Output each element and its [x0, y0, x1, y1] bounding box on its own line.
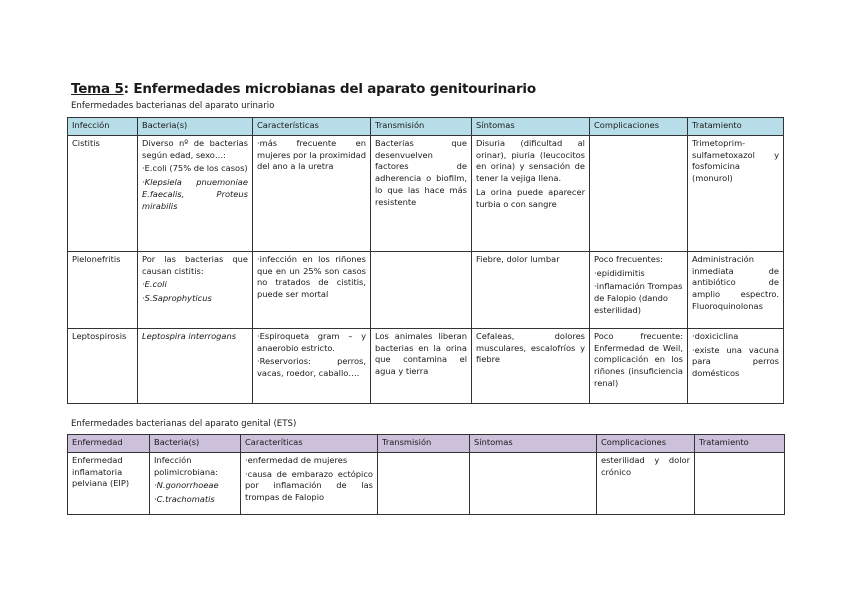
cell-transmission: Los animales liberan bacterias en la orina que contamina el agua y tierra [371, 328, 472, 403]
table-row [68, 135, 784, 251]
cell-bacteria: Por las bacterias que causan cistitis: ·E.coli ·S.Saprophyticus [138, 251, 253, 328]
cell-bacteria: Leptospira interrogans [138, 328, 253, 403]
cell-infection: Leptospirosis [68, 328, 138, 403]
col-header: Infección [68, 118, 138, 136]
col-header: Tratamiento [688, 118, 784, 136]
table-row [68, 251, 784, 328]
col-header: Características [253, 118, 371, 136]
cell-treatment: Administración inmediata de antibiótico de amplio espectro. Fluoroquinolonas [688, 251, 784, 328]
cell-characteristics: ·infección en los riñones que en un 25% son casos no tratados de cistitis, puede ser mortal [253, 251, 371, 328]
col-header: Bacteria(s) [150, 435, 241, 453]
cell-symptoms: Disuria (dificultad al orinar), piuria (leucocitos en orina) y sensación de tener la vejiga llena. La orina puede aparecer turbia o con sangre [472, 135, 590, 251]
cell-treatment [695, 452, 785, 514]
cell-bacteria: Infección polimicrobiana: ·N.gonorrhoeae ·C.trachomatis [150, 452, 241, 514]
cell-bacteria: Diverso nº de bacterias según edad, sexo…: ·E.coli (75% de los casos) ·Klepsiela pnuemoniae E.faecalis, Proteus mirabilis [138, 135, 253, 251]
cell-complications: Poco frecuente: Enfermedad de Weil, complicación en los riñones (insuficiencia renal) [590, 328, 688, 403]
cell-treatment: ·doxiciclina ·existe una vacuna para perros domésticos [688, 328, 784, 403]
cell-transmission: Bacterias que desenvuelven factores de adherencia o biofilm, lo que las hace más resistente [371, 135, 472, 251]
cell-symptoms: Fiebre, dolor lumbar [472, 251, 590, 328]
table-row [68, 452, 785, 514]
table-header-row [68, 435, 785, 453]
cell-disease: Enfermedad inflamatoria pelviana (EIP) [68, 452, 150, 514]
title-prefix: Tema 5 [71, 81, 124, 97]
section-genital-heading: Enfermedades bacterianas del aparato genital (ETS) [71, 419, 297, 429]
table-header-row [68, 118, 784, 136]
col-header: Transmisión [371, 118, 472, 136]
section-urinary-heading: Enfermedades bacterianas del aparato urinario [71, 101, 275, 111]
cell-infection: Cistitis [68, 135, 138, 251]
cell-symptoms: Cefaleas, dolores musculares, escalofríos y fiebre [472, 328, 590, 403]
col-header: Tratamiento [695, 435, 785, 453]
cell-transmission [371, 251, 472, 328]
col-header: Bacteria(s) [138, 118, 253, 136]
document-title [71, 81, 536, 97]
col-header: Complicaciones [597, 435, 695, 453]
col-header: Caracteríticas [241, 435, 378, 453]
col-header: Enfermedad [68, 435, 150, 453]
cell-complications: Poco frecuentes: ·epididimitis ·inflamación Trompas de Falopio (dando esterilidad) [590, 251, 688, 328]
cell-characteristics: ·más frecuente en mujeres por la proximidad del ano a la uretra [253, 135, 371, 251]
cell-transmission [378, 452, 470, 514]
cell-complications [590, 135, 688, 251]
genital-diseases-table [67, 434, 785, 515]
col-header: Síntomas [470, 435, 597, 453]
cell-characteristics: ·Espiroqueta gram – y anaerobio estricto. ·Reservorios: perros, vacas, roedor, caballo…. [253, 328, 371, 403]
cell-symptoms [470, 452, 597, 514]
col-header: Síntomas [472, 118, 590, 136]
table-row [68, 328, 784, 403]
cell-infection: Pielonefritis [68, 251, 138, 328]
title-rest: : Enfermedades microbianas del aparato genitourinario [123, 81, 536, 97]
cell-characteristics: ·enfermedad de mujeres ·causa de embarazo ectópico por inflamación de las trompas de Falopio [241, 452, 378, 514]
col-header: Complicaciones [590, 118, 688, 136]
cell-complications: esterilidad y dolor crónico [597, 452, 695, 514]
col-header: Transmisión [378, 435, 470, 453]
urinary-diseases-table [67, 117, 784, 404]
cell-treatment: Trimetoprim-sulfametoxazol y fosfomicina (monurol) [688, 135, 784, 251]
